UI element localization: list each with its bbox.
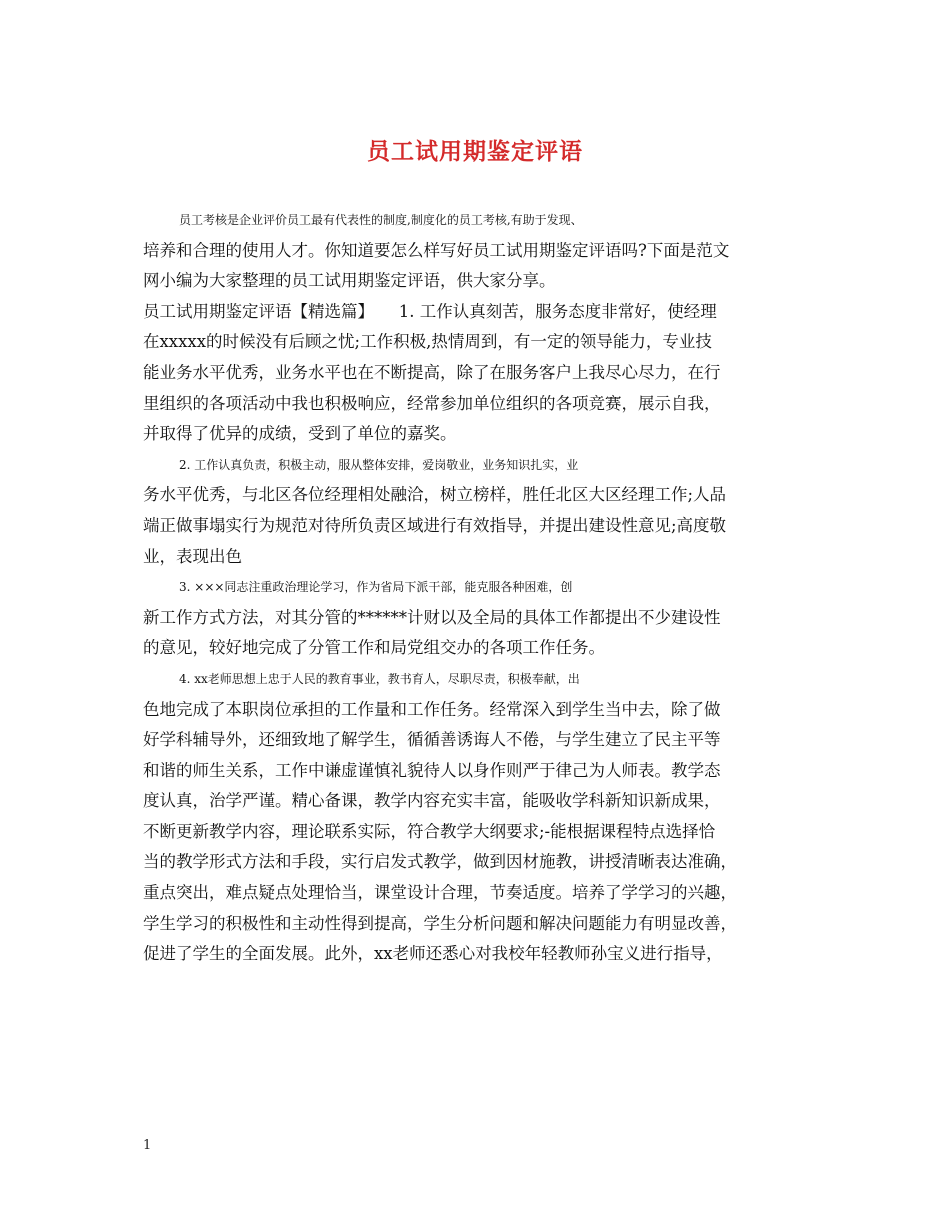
page-title: 员工试用期鉴定评语 xyxy=(367,138,583,165)
text-line: 3. ×××同志注重政治理论学习，作为省局下派干部，能克服各种困难，创 xyxy=(179,580,573,595)
text-line: 好学科辅导外，还细致地了解学生，循循善诱诲人不倦，与学生建立了民主平等 xyxy=(143,730,721,750)
text-line: 当的教学形式方法和手段，实行启发式教学，做到因材施教，讲授清晰表达准确， xyxy=(143,852,737,872)
text-line: 新工作方式方法，对其分管的******计财以及全局的具体工作都提出不少建设性 xyxy=(143,607,721,627)
text-line: 学生学习的积极性和主动性得到提高，学生分析问题和解决问题能力有明显改善， xyxy=(143,913,737,933)
text-line: 和谐的师生关系，工作中谦虚谨慎礼貌待人以身作则严于律己为人师表。教学态 xyxy=(143,760,721,780)
document-body xyxy=(143,205,823,970)
text-line: 色地完成了本职岗位承担的工作量和工作任务。经常深入到学生当中去，除了做 xyxy=(143,699,721,719)
text-line: 能业务水平优秀，业务水平也在不断提高，除了在服务客户上我尽心尽力，在行 xyxy=(143,362,721,382)
text-line: 员工试用期鉴定评语【精选篇】 1. 工作认真刻苦，服务态度非常好，使经理 xyxy=(143,301,717,321)
text-line: 促进了学生的全面发展。此外，xx老师还悉心对我校年轻教师孙宝义进行指导， xyxy=(143,944,723,964)
text-line: 业，表现出色 xyxy=(143,546,242,566)
text-line: 重点突出，难点疑点处理恰当，课堂设计合理，节奏适度。培养了学学习的兴趣， xyxy=(143,883,737,903)
text-line: 培养和合理的使用人才。你知道要怎么样写好员工试用期鉴定评语吗?下面是范文 xyxy=(143,240,730,260)
page-number: 1 xyxy=(143,1138,152,1153)
text-line: 4. xx老师思想上忠于人民的教育事业，教书育人，尽职尽责，积极奉献，出 xyxy=(179,671,580,686)
text-line: 端正做事塌实行为规范对待所负责区域进行有效指导，并提出建设性意见;高度敬 xyxy=(143,515,727,535)
text-line: 网小编为大家整理的员工试用期鉴定评语，供大家分享。 xyxy=(143,271,556,291)
text-line: 不断更新教学内容，理论联系实际，符合教学大纲要求;-能根据课程特点选择恰 xyxy=(143,821,716,841)
text-line: 在xxxxx的时候没有后顾之忧;工作积极,热情周到，有一定的领导能力，专业技 xyxy=(143,332,712,352)
text-line: 的意见，较好地完成了分管工作和局党组交办的各项工作任务。 xyxy=(143,638,605,658)
text-line: 里组织的各项活动中我也积极响应，经常参加单位组织的各项竞赛，展示自我， xyxy=(143,393,721,413)
text-line: 并取得了优异的成绩，受到了单位的嘉奖。 xyxy=(143,424,457,444)
text-line: 务水平优秀，与北区各位经理相处融洽，树立榜样，胜任北区大区经理工作;人品 xyxy=(143,485,727,505)
text-line: 2. 工作认真负责，积极主动，服从整体安排，爱岗敬业，业务知识扎实，业 xyxy=(179,457,579,472)
text-line: 员工考核是企业评价员工最有代表性的制度,制度化的员工考核,有助于发现、 xyxy=(179,213,583,227)
text-line: 度认真，治学严谨。精心备课，教学内容充实丰富，能吸收学科新知识新成果， xyxy=(143,791,721,811)
